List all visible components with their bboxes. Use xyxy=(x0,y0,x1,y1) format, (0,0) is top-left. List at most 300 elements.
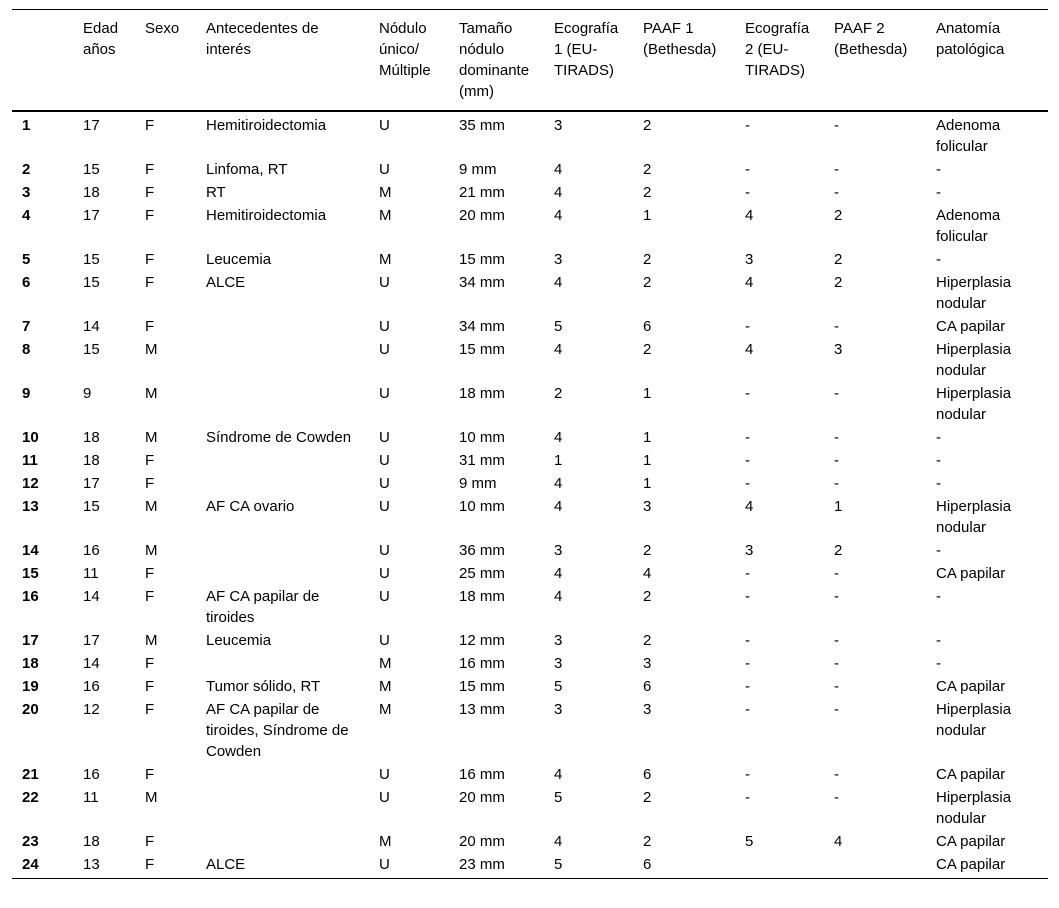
cell-pathology: - xyxy=(936,251,941,268)
cell-nodule-size: 12 mm xyxy=(459,632,505,649)
cell-sex: M xyxy=(145,341,158,358)
cell-nodule-size: 21 mm xyxy=(459,184,505,201)
cell-age: 17 xyxy=(83,632,100,649)
cell-ultrasound-1: 4 xyxy=(554,565,563,582)
cell-age: 18 xyxy=(83,833,100,850)
cell-faf-1: 2 xyxy=(643,789,652,806)
cell-nodule-type: U xyxy=(379,856,390,873)
cell-nodule-type: U xyxy=(379,498,390,515)
cell-pathology: CA papilar xyxy=(936,856,1006,873)
cell-pathology: - xyxy=(936,632,941,649)
cell-sex: F xyxy=(145,318,155,335)
cell-index: 5 xyxy=(22,251,31,268)
cell-age: 12 xyxy=(83,701,100,718)
cell-ultrasound-1: 3 xyxy=(554,632,563,649)
cell-faf-2: 2 xyxy=(834,251,843,268)
cell-history xyxy=(196,472,369,495)
cell-ultrasound-1: 4 xyxy=(554,207,563,224)
cell-sex: F xyxy=(145,452,155,469)
cell-sex: F xyxy=(145,274,155,291)
cell-index: 6 xyxy=(22,274,31,291)
cell-age: 11 xyxy=(83,565,99,582)
cell-history: Síndrome de Cowden xyxy=(206,429,352,446)
cell-pathology: Adenoma folicular xyxy=(936,117,1001,155)
cell-history: Linfoma, RT xyxy=(206,161,288,178)
cell-ultrasound-2: - xyxy=(745,588,750,605)
cell-nodule-type: U xyxy=(379,341,390,358)
cell-sex: F xyxy=(145,655,155,672)
cell-ultrasound-2: - xyxy=(745,429,750,446)
table-row xyxy=(12,472,1048,495)
table-row xyxy=(12,629,1048,652)
cell-index: 8 xyxy=(22,341,31,358)
cell-pathology: Hiperplasia nodular xyxy=(936,701,1012,739)
cell-nodule-type: M xyxy=(379,833,392,850)
table-row xyxy=(12,158,1048,181)
cell-index: 3 xyxy=(22,184,31,201)
cell-faf-2: 2 xyxy=(834,207,843,224)
cell-nodule-type: U xyxy=(379,565,390,582)
cell-nodule-type: U xyxy=(379,542,390,559)
cell-faf-2: 2 xyxy=(834,274,843,291)
cell-ultrasound-1: 5 xyxy=(554,856,563,873)
cell-nodule-size: 18 mm xyxy=(459,385,505,402)
cell-faf-1: 2 xyxy=(643,274,652,291)
cell-age: 16 xyxy=(83,678,100,695)
cell-index: 15 xyxy=(22,565,39,582)
table-row xyxy=(12,449,1048,472)
cell-nodule-type: U xyxy=(379,789,390,806)
cell-age: 18 xyxy=(83,184,100,201)
cell-index: 4 xyxy=(22,207,31,224)
cell-ultrasound-1: 3 xyxy=(554,701,563,718)
cell-faf-2: - xyxy=(834,385,839,402)
table-row xyxy=(12,315,1048,338)
cell-ultrasound-2: - xyxy=(745,766,750,783)
cell-pathology: - xyxy=(936,452,941,469)
cell-pathology: - xyxy=(936,429,941,446)
cell-faf-1: 2 xyxy=(643,341,652,358)
cell-pathology: - xyxy=(936,475,941,492)
cell-nodule-size: 20 mm xyxy=(459,789,505,806)
cell-faf-2: - xyxy=(834,588,839,605)
cell-ultrasound-2: 4 xyxy=(745,274,754,291)
cell-ultrasound-1: 5 xyxy=(554,789,563,806)
table-row xyxy=(12,111,1048,158)
cell-pathology: Hiperplasia nodular xyxy=(936,789,1012,827)
cell-pathology: CA papilar xyxy=(936,678,1006,695)
cell-history xyxy=(196,786,369,830)
cell-ultrasound-1: 4 xyxy=(554,161,563,178)
cell-index: 9 xyxy=(22,385,31,402)
cell-index: 24 xyxy=(22,856,39,873)
cell-history xyxy=(196,539,369,562)
cell-faf-1: 2 xyxy=(643,161,652,178)
cell-sex: M xyxy=(145,498,158,515)
cell-faf-2: - xyxy=(834,655,839,672)
cell-pathology: CA papilar xyxy=(936,766,1006,783)
cell-ultrasound-2: - xyxy=(745,184,750,201)
cell-faf-2: 3 xyxy=(834,341,843,358)
cell-faf-1: 2 xyxy=(643,542,652,559)
header-pathology: Anatomía patológica xyxy=(936,20,1005,58)
cell-age: 15 xyxy=(83,341,100,358)
cell-age: 15 xyxy=(83,251,100,268)
cell-nodule-size: 25 mm xyxy=(459,565,505,582)
cell-ultrasound-2: - xyxy=(745,117,750,134)
cell-nodule-size: 36 mm xyxy=(459,542,505,559)
cell-sex: F xyxy=(145,207,155,224)
cell-history xyxy=(196,338,369,382)
cell-pathology: - xyxy=(936,161,941,178)
cell-nodule-size: 31 mm xyxy=(459,452,505,469)
cell-faf-2: - xyxy=(834,565,839,582)
cell-nodule-type: M xyxy=(379,678,392,695)
cell-ultrasound-1: 4 xyxy=(554,341,563,358)
cell-ultrasound-1: 4 xyxy=(554,429,563,446)
cell-faf-2: 1 xyxy=(834,498,843,515)
table-row xyxy=(12,338,1048,382)
cell-faf-1: 2 xyxy=(643,251,652,268)
header-ultrasound-1: Ecografía 1 (EU-TIRADS) xyxy=(554,20,619,79)
cell-faf-2: - xyxy=(834,117,839,134)
cell-nodule-size: 18 mm xyxy=(459,588,505,605)
cell-index: 13 xyxy=(22,498,39,515)
cell-nodule-type: M xyxy=(379,251,392,268)
cell-faf-2: - xyxy=(834,452,839,469)
table-container xyxy=(12,9,1048,879)
cell-faf-1: 3 xyxy=(643,498,652,515)
cell-ultrasound-2: 4 xyxy=(745,498,754,515)
cell-nodule-type: M xyxy=(379,701,392,718)
cell-nodule-size: 15 mm xyxy=(459,251,505,268)
cell-faf-2: 4 xyxy=(834,833,843,850)
table-row xyxy=(12,562,1048,585)
cell-ultrasound-2: - xyxy=(745,632,750,649)
cell-history xyxy=(196,315,369,338)
cell-ultrasound-1: 4 xyxy=(554,766,563,783)
cell-ultrasound-1: 5 xyxy=(554,678,563,695)
cell-age: 17 xyxy=(83,117,100,134)
cell-history: AF CA papilar de tiroides, Síndrome de Cowden xyxy=(206,701,349,760)
cell-age: 16 xyxy=(83,542,100,559)
cell-sex: M xyxy=(145,429,158,446)
cell-ultrasound-1: 4 xyxy=(554,184,563,201)
cell-sex: F xyxy=(145,251,155,268)
cell-faf-2: - xyxy=(834,184,839,201)
cell-history: AF CA papilar de tiroides xyxy=(206,588,320,626)
cell-ultrasound-1: 4 xyxy=(554,498,563,515)
cell-index: 2 xyxy=(22,161,31,178)
cell-sex: F xyxy=(145,475,155,492)
cell-nodule-size: 16 mm xyxy=(459,766,505,783)
table-row xyxy=(12,495,1048,539)
cell-faf-1: 6 xyxy=(643,678,652,695)
cell-pathology: Hiperplasia nodular xyxy=(936,385,1012,423)
cell-sex: M xyxy=(145,385,158,402)
cell-ultrasound-1: 4 xyxy=(554,274,563,291)
cell-sex: F xyxy=(145,678,155,695)
cell-nodule-type: U xyxy=(379,117,390,134)
cell-nodule-type: M xyxy=(379,207,392,224)
cell-ultrasound-2: - xyxy=(745,318,750,335)
cell-faf-1: 6 xyxy=(643,856,652,873)
cell-index: 12 xyxy=(22,475,39,492)
table-row xyxy=(12,830,1048,853)
header-ultrasound-2: Ecografía 2 (EU-TIRADS) xyxy=(745,20,810,79)
cell-nodule-size: 20 mm xyxy=(459,207,505,224)
table-header-row xyxy=(12,10,1048,112)
cell-index: 16 xyxy=(22,588,39,605)
cell-ultrasound-2: - xyxy=(745,475,750,492)
table-row xyxy=(12,675,1048,698)
cell-faf-2: - xyxy=(834,789,839,806)
cell-nodule-size: 15 mm xyxy=(459,341,505,358)
cell-age: 18 xyxy=(83,452,100,469)
cell-pathology: CA papilar xyxy=(936,833,1006,850)
cell-age: 13 xyxy=(83,856,100,873)
cell-index: 11 xyxy=(22,452,38,469)
table-body xyxy=(12,111,1048,879)
cell-history: AF CA ovario xyxy=(206,498,295,515)
cell-pathology: Hiperplasia nodular xyxy=(936,498,1012,536)
cell-faf-1: 1 xyxy=(643,452,652,469)
cell-pathology: - xyxy=(936,588,941,605)
cell-nodule-size: 20 mm xyxy=(459,833,505,850)
cell-sex: M xyxy=(145,789,158,806)
cell-faf-1: 3 xyxy=(643,701,652,718)
cell-ultrasound-1: 4 xyxy=(554,833,563,850)
table-row xyxy=(12,585,1048,629)
cell-nodule-size: 15 mm xyxy=(459,678,505,695)
header-nodule-size: Tamaño nódulo dominante (mm) xyxy=(459,20,530,100)
cell-ultrasound-2: 4 xyxy=(745,207,754,224)
table-row xyxy=(12,382,1048,426)
cell-nodule-type: U xyxy=(379,385,390,402)
cell-faf-1: 2 xyxy=(643,588,652,605)
cell-ultrasound-2: - xyxy=(745,701,750,718)
cell-sex: F xyxy=(145,833,155,850)
table-row xyxy=(12,539,1048,562)
header-index xyxy=(12,10,73,112)
cell-sex: F xyxy=(145,701,155,718)
cell-history xyxy=(196,449,369,472)
cell-ultrasound-1: 3 xyxy=(554,655,563,672)
table-row xyxy=(12,181,1048,204)
cell-history xyxy=(196,562,369,585)
cell-age: 9 xyxy=(83,385,92,402)
cell-nodule-size: 34 mm xyxy=(459,274,505,291)
cell-index: 7 xyxy=(22,318,31,335)
cell-sex: F xyxy=(145,161,155,178)
cell-ultrasound-2: 5 xyxy=(745,833,754,850)
table-row xyxy=(12,698,1048,763)
cell-pathology: Hiperplasia nodular xyxy=(936,341,1012,379)
cell-faf-1: 2 xyxy=(643,117,652,134)
cell-history xyxy=(196,830,369,853)
cell-sex: F xyxy=(145,588,155,605)
cell-faf-2: - xyxy=(834,475,839,492)
cell-ultrasound-1: 1 xyxy=(554,452,563,469)
cell-pathology: - xyxy=(936,655,941,672)
cell-ultrasound-2: - xyxy=(745,565,750,582)
cell-ultrasound-1: 4 xyxy=(554,475,563,492)
cell-faf-1: 1 xyxy=(643,475,652,492)
cell-ultrasound-2: - xyxy=(745,678,750,695)
header-faf-2: PAAF 2 (Bethesda) xyxy=(834,20,908,58)
cell-faf-2 xyxy=(824,853,926,879)
cell-age: 16 xyxy=(83,766,100,783)
cell-age: 14 xyxy=(83,318,100,335)
cell-history: Hemitiroidectomia xyxy=(206,207,327,224)
table-row xyxy=(12,248,1048,271)
cell-nodule-type: M xyxy=(379,184,392,201)
cell-index: 18 xyxy=(22,655,39,672)
cell-age: 15 xyxy=(83,498,100,515)
cell-faf-1: 1 xyxy=(643,385,652,402)
cell-ultrasound-2: 4 xyxy=(745,341,754,358)
cell-faf-2: - xyxy=(834,678,839,695)
cell-ultrasound-2: - xyxy=(745,385,750,402)
cell-nodule-size: 23 mm xyxy=(459,856,505,873)
cell-faf-2: - xyxy=(834,632,839,649)
cell-faf-1: 1 xyxy=(643,207,652,224)
cell-nodule-size: 16 mm xyxy=(459,655,505,672)
cell-faf-1: 1 xyxy=(643,429,652,446)
cell-ultrasound-2 xyxy=(735,853,824,879)
cell-pathology: Adenoma folicular xyxy=(936,207,1001,245)
cell-nodule-type: U xyxy=(379,318,390,335)
cell-nodule-size: 9 mm xyxy=(459,161,497,178)
table-row xyxy=(12,271,1048,315)
cell-faf-2: - xyxy=(834,318,839,335)
cell-age: 18 xyxy=(83,429,100,446)
cell-nodule-type: U xyxy=(379,161,390,178)
cell-index: 23 xyxy=(22,833,39,850)
cell-history: Hemitiroidectomia xyxy=(206,117,327,134)
cell-age: 14 xyxy=(83,655,100,672)
cell-sex: F xyxy=(145,766,155,783)
cell-nodule-type: U xyxy=(379,274,390,291)
table-row xyxy=(12,853,1048,879)
cell-faf-1: 3 xyxy=(643,655,652,672)
cell-sex: M xyxy=(145,542,158,559)
header-faf-1: PAAF 1 (Bethesda) xyxy=(643,20,717,58)
cell-nodule-type: M xyxy=(379,655,392,672)
cell-faf-1: 6 xyxy=(643,766,652,783)
cell-history: ALCE xyxy=(206,856,246,873)
cell-faf-2: 2 xyxy=(834,542,843,559)
cell-history xyxy=(196,763,369,786)
cell-history: Leucemia xyxy=(206,632,272,649)
cell-nodule-size: 35 mm xyxy=(459,117,505,134)
cell-history xyxy=(196,652,369,675)
cell-ultrasound-1: 3 xyxy=(554,117,563,134)
cell-faf-2: - xyxy=(834,701,839,718)
cell-index: 10 xyxy=(22,429,39,446)
cell-nodule-type: U xyxy=(379,475,390,492)
cell-nodule-size: 10 mm xyxy=(459,498,505,515)
cell-faf-1: 2 xyxy=(643,632,652,649)
cell-age: 14 xyxy=(83,588,100,605)
cell-nodule-size: 34 mm xyxy=(459,318,505,335)
cell-age: 11 xyxy=(83,789,99,806)
cell-nodule-type: U xyxy=(379,429,390,446)
cell-pathology: CA papilar xyxy=(936,318,1006,335)
header-sex: Sexo xyxy=(145,20,180,37)
cell-nodule-size: 10 mm xyxy=(459,429,505,446)
cell-index: 22 xyxy=(22,789,39,806)
cell-nodule-type: U xyxy=(379,588,390,605)
cell-sex: F xyxy=(145,117,155,134)
cell-ultrasound-1: 5 xyxy=(554,318,563,335)
cell-pathology: Hiperplasia nodular xyxy=(936,274,1012,312)
cell-pathology: CA papilar xyxy=(936,565,1006,582)
cell-index: 14 xyxy=(22,542,39,559)
cell-ultrasound-2: - xyxy=(745,789,750,806)
table-row xyxy=(12,763,1048,786)
cell-index: 1 xyxy=(22,117,31,134)
cell-nodule-type: U xyxy=(379,452,390,469)
header-nodule-type: Nódulo único/ Múltiple xyxy=(379,20,431,79)
cell-pathology: - xyxy=(936,184,941,201)
cell-pathology: - xyxy=(936,542,941,559)
cell-age: 17 xyxy=(83,475,100,492)
cell-ultrasound-2: 3 xyxy=(745,542,754,559)
cell-faf-1: 6 xyxy=(643,318,652,335)
header-history: Antecedentes de interés xyxy=(206,20,319,58)
cell-history: RT xyxy=(206,184,226,201)
cell-nodule-size: 13 mm xyxy=(459,701,505,718)
cell-faf-1: 4 xyxy=(643,565,652,582)
cell-nodule-size: 9 mm xyxy=(459,475,497,492)
cell-ultrasound-2: - xyxy=(745,452,750,469)
cell-history: Leucemia xyxy=(206,251,272,268)
cell-history xyxy=(196,382,369,426)
cell-ultrasound-1: 2 xyxy=(554,385,563,402)
cell-ultrasound-2: - xyxy=(745,161,750,178)
cell-sex: M xyxy=(145,632,158,649)
cell-sex: F xyxy=(145,184,155,201)
cell-index: 20 xyxy=(22,701,39,718)
cell-faf-2: - xyxy=(834,766,839,783)
cell-age: 15 xyxy=(83,274,100,291)
cell-history: Tumor sólido, RT xyxy=(206,678,321,695)
cell-faf-1: 2 xyxy=(643,184,652,201)
cell-ultrasound-1: 3 xyxy=(554,542,563,559)
cell-index: 17 xyxy=(22,632,39,649)
cell-sex: F xyxy=(145,565,155,582)
cell-faf-2: - xyxy=(834,429,839,446)
cell-sex: F xyxy=(145,856,155,873)
cell-age: 15 xyxy=(83,161,100,178)
table-row xyxy=(12,426,1048,449)
cell-ultrasound-2: - xyxy=(745,655,750,672)
cell-faf-1: 2 xyxy=(643,833,652,850)
table-row xyxy=(12,204,1048,248)
cell-ultrasound-2: 3 xyxy=(745,251,754,268)
header-age: Edad años xyxy=(83,20,119,58)
table-row xyxy=(12,652,1048,675)
cell-ultrasound-1: 4 xyxy=(554,588,563,605)
cell-nodule-type: U xyxy=(379,766,390,783)
patients-table xyxy=(12,9,1048,879)
cell-faf-2: - xyxy=(834,161,839,178)
cell-history: ALCE xyxy=(206,274,246,291)
table-row xyxy=(12,786,1048,830)
cell-nodule-type: U xyxy=(379,632,390,649)
cell-age: 17 xyxy=(83,207,100,224)
